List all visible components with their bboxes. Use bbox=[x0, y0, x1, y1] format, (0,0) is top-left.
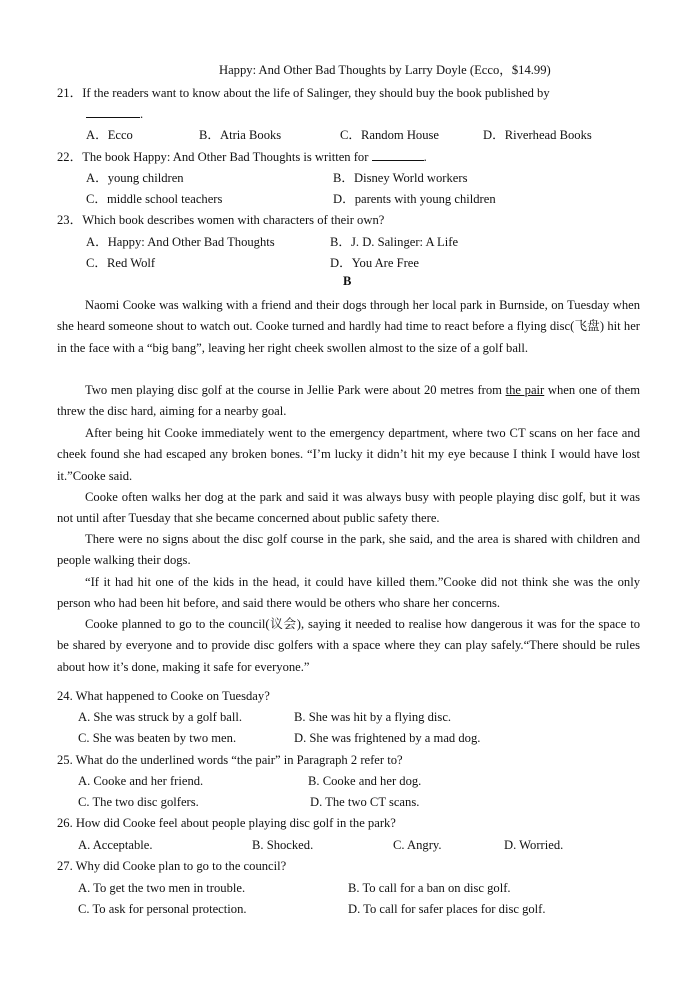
book-listing-line: Happy: And Other Bad Thoughts by Larry Doyle (Ecco，$14.99) bbox=[219, 63, 551, 77]
question-27-option-a: A. To get the two men in trouble. bbox=[78, 881, 246, 895]
question-22-end: . bbox=[423, 150, 427, 164]
question-23-option-d: D．You Are Free bbox=[330, 256, 419, 270]
underlined-phrase: the pair bbox=[505, 383, 545, 397]
question-27-option-b: B. To call for a ban on disc golf. bbox=[348, 881, 511, 895]
question-26-option-c: C. Angry. bbox=[393, 838, 442, 852]
question-21-end: . bbox=[140, 107, 144, 121]
passage-paragraph-3: After being hit Cooke immediately went to the emergency department, where two CT scans on her face and cheek found she had escaped any broken bones. “I’m lucky it didn’t hit my eye because I think I would have lost it.”Cooke said. bbox=[57, 426, 640, 483]
question-25-option-b: B. Cooke and her dog. bbox=[308, 774, 422, 788]
question-26-option-d: D. Worried. bbox=[504, 838, 564, 852]
section-label: B bbox=[343, 274, 352, 288]
passage-paragraph-4: Cooke often walks her dog at the park and said it was always busy with people playing disc golf, but it was not until after Tuesday that she became concerned about public safety there. bbox=[57, 490, 640, 526]
question-25-stem: 25. What do the underlined words “the pair” in Paragraph 2 refer to? bbox=[57, 753, 403, 767]
question-24-option-b: B. She was hit by a flying disc. bbox=[294, 710, 452, 724]
question-23-option-b: B．J. D. Salinger: A Life bbox=[330, 235, 459, 249]
question-27-option-d: D. To call for safer places for disc golf. bbox=[348, 902, 546, 916]
question-21-stem: 21．If the readers want to know about the life of Salinger, they should buy the book published by bbox=[57, 86, 550, 100]
passage-paragraph-2 bbox=[57, 380, 640, 423]
question-21-option-b: B．Atria Books bbox=[199, 128, 282, 142]
question-21-option-d: D．Riverhead Books bbox=[483, 128, 592, 142]
question-22-option-a: A．young children bbox=[86, 171, 184, 185]
question-26-stem: 26. How did Cooke feel about people playing disc golf in the park? bbox=[57, 816, 396, 830]
passage-paragraph-7: Cooke planned to go to the council(议会), saying it needed to realise how dangerous it was for the space to be shared by everyone and to provide disc golfers with a space where they can play safely.“There should be rules about how it’s done, making it safe for everyone.” bbox=[57, 617, 640, 674]
question-25-option-d: D. The two CT scans. bbox=[310, 795, 420, 809]
question-25-option-a: A. Cooke and her friend. bbox=[78, 774, 204, 788]
question-23-option-c: C．Red Wolf bbox=[86, 256, 156, 270]
question-22-line bbox=[57, 149, 427, 165]
passage-paragraph-5: There were no signs about the disc golf course in the park, she said, and the area is shared with children and people walking their dogs. bbox=[57, 532, 640, 568]
paragraph-2-text-start: Two men playing disc golf at the course in Jellie Park were about 20 metres from bbox=[85, 383, 506, 397]
question-22-option-b: B．Disney World workers bbox=[333, 171, 468, 185]
question-25-option-c: C. The two disc golfers. bbox=[78, 795, 199, 809]
question-21-option-c: C．Random House bbox=[340, 128, 439, 142]
passage-paragraph-1: Naomi Cooke was walking with a friend and their dogs through her local park in Burnside, on Tuesday when she heard someone shout to watch out. Cooke turned and hardly had time to react before a flying disc(飞盘) hit her in the face with a “big bang”, leaving her right cheek swollen almost to the size of a golf ball. bbox=[57, 298, 640, 355]
question-22-stem: 22．The book Happy: And Other Bad Thoughts is written for bbox=[57, 150, 369, 164]
question-24-stem: 24. What happened to Cooke on Tuesday? bbox=[57, 689, 270, 703]
question-22-option-c: C．middle school teachers bbox=[86, 192, 223, 206]
question-23-stem: 23．Which book describes women with characters of their own? bbox=[57, 213, 385, 227]
question-27-option-c: C. To ask for personal protection. bbox=[78, 902, 247, 916]
question-23-option-a: A．Happy: And Other Bad Thoughts bbox=[86, 235, 275, 249]
passage-paragraph-6: “If it had hit one of the kids in the head, it could have killed them.”Cooke did not think she was the only person who had been hit before, and said there would be others who share her concerns. bbox=[57, 575, 640, 611]
question-26-option-b: B. Shocked. bbox=[252, 838, 314, 852]
question-21-option-a: A．Ecco bbox=[86, 128, 133, 142]
question-24-option-a: A. She was struck by a golf ball. bbox=[78, 710, 243, 724]
question-27-stem: 27. Why did Cooke plan to go to the council? bbox=[57, 859, 287, 873]
question-24-option-d: D. She was frightened by a mad dog. bbox=[294, 731, 481, 745]
question-21-blank bbox=[86, 106, 143, 122]
paragraph-2-text-end: when one of them threw the disc hard, aiming for a nearby goal. bbox=[57, 383, 640, 419]
question-22-option-d: D．parents with young children bbox=[333, 192, 496, 206]
question-24-option-c: C. She was beaten by two men. bbox=[78, 731, 237, 745]
question-26-option-a: A. Acceptable. bbox=[78, 838, 153, 852]
